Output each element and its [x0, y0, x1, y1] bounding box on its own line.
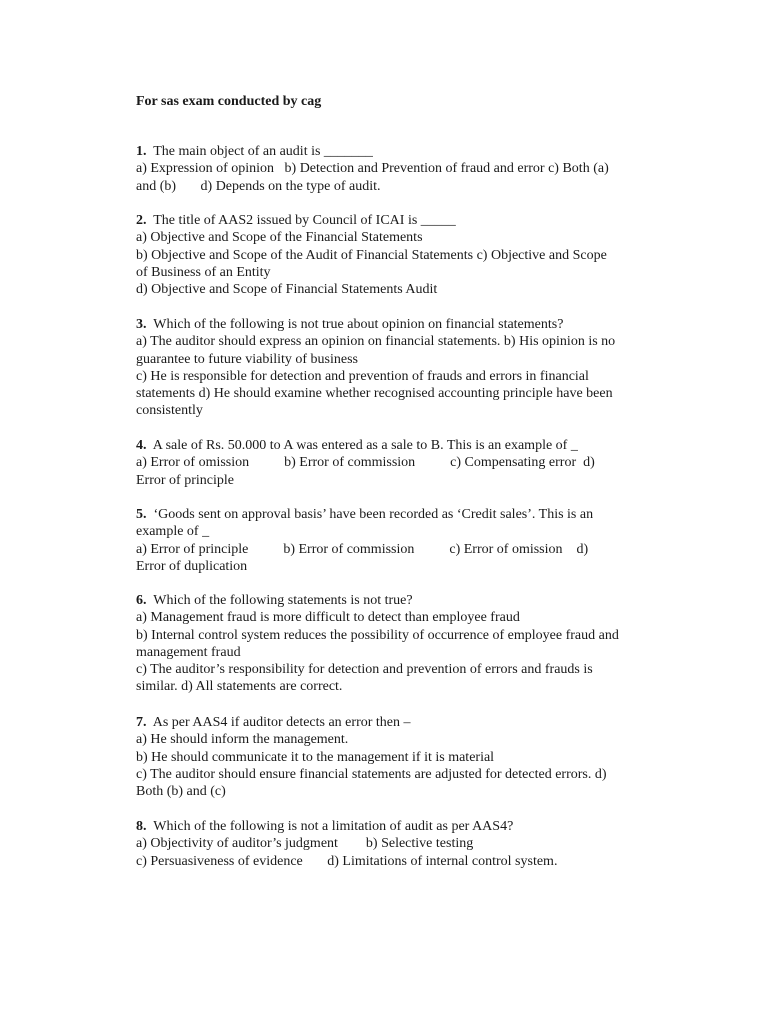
question-3	[136, 316, 656, 420]
question-number: 2.	[136, 213, 147, 228]
answer-line: a) The auditor should express an opinion on financial statements. b) His opinion is no	[136, 334, 616, 350]
question-line	[136, 714, 656, 731]
answer-line: Both (b) and (c)	[136, 784, 226, 800]
question-8	[136, 818, 656, 870]
answer-line: example of _	[136, 524, 210, 540]
question-number: 4.	[136, 438, 147, 453]
answer-line: c) The auditor should ensure financial statements are adjusted for detected errors. d)	[136, 766, 607, 782]
answer-line: a) Error of omission b) Error of commission c) Compensating error d)	[136, 455, 595, 471]
question-line	[136, 143, 656, 160]
answer-line: b) He should communicate it to the management if it is material	[136, 749, 495, 765]
question-text: ‘Goods sent on approval basis’ have been recorded as ‘Credit sales’. This is an	[146, 507, 594, 522]
question-line	[136, 437, 656, 454]
answer-line: similar. d) All statements are correct.	[136, 679, 343, 695]
answer-line: a) Expression of opinion b) Detection and Prevention of fraud and error c) Both (a)	[136, 161, 609, 177]
answer-line: c) He is responsible for detection and prevention of frauds and errors in financial	[136, 368, 589, 384]
question-number: 6.	[136, 593, 147, 608]
question-text: Which of the following is not true about opinion on financial statements?	[146, 317, 564, 332]
question-number: 1.	[136, 144, 147, 159]
answer-line: statements d) He should examine whether recognised accounting principle have been	[136, 386, 613, 402]
question-line	[136, 506, 656, 523]
document-heading: For sas exam conducted by cag	[136, 94, 322, 109]
answer-line: consistently	[136, 403, 203, 419]
answer-line: a) Objectivity of auditor’s judgment b) Selective testing	[136, 836, 474, 852]
answer-line: b) Internal control system reduces the possibility of occurrence of employee fraud and	[136, 627, 619, 643]
answer-line: Error of duplication	[136, 558, 248, 574]
question-line	[136, 212, 656, 229]
answer-line: guarantee to future viability of business	[136, 351, 358, 367]
answer-line: c) The auditor’s responsibility for detection and prevention of errors and frauds is	[136, 662, 593, 678]
answer-line: b) Objective and Scope of the Audit of Financial Statements c) Objective and Scope	[136, 247, 607, 263]
question-text: Which of the following is not a limitation of audit as per AAS4?	[146, 819, 514, 834]
answer-line: c) Persuasiveness of evidence d) Limitations of internal control system.	[136, 853, 558, 869]
question-number: 7.	[136, 715, 147, 730]
question-text: A sale of Rs. 50.000 to A was entered as a sale to B. This is an example of _	[146, 438, 578, 453]
answer-line: a) Error of principle b) Error of commission c) Error of omission d)	[136, 541, 589, 557]
question-text: Which of the following statements is not true?	[146, 593, 413, 608]
question-number: 8.	[136, 819, 147, 834]
question-4	[136, 437, 656, 489]
answer-line: a) Management fraud is more difficult to detect than employee fraud	[136, 610, 520, 626]
answer-line: a) He should inform the management.	[136, 732, 349, 748]
question-7	[136, 714, 656, 800]
question-line	[136, 316, 656, 333]
question-text: The main object of an audit is _______	[146, 144, 373, 159]
answer-line: Error of principle	[136, 472, 234, 488]
question-number: 5.	[136, 507, 147, 522]
question-text: The title of AAS2 issued by Council of ICAI is _____	[146, 213, 456, 228]
question-1	[136, 143, 656, 195]
question-number: 3.	[136, 317, 147, 332]
answer-line: d) Objective and Scope of Financial Statements Audit	[136, 282, 438, 298]
question-text: As per AAS4 if auditor detects an error then –	[146, 715, 411, 730]
answer-line: of Business of an Entity	[136, 264, 271, 280]
answer-line: management fraud	[136, 644, 241, 660]
question-5	[136, 506, 656, 575]
question-line	[136, 592, 656, 609]
question-2	[136, 212, 656, 298]
question-line	[136, 818, 656, 835]
question-6	[136, 592, 656, 696]
answer-line: and (b) d) Depends on the type of audit.	[136, 178, 381, 194]
answer-line: a) Objective and Scope of the Financial Statements	[136, 230, 423, 246]
